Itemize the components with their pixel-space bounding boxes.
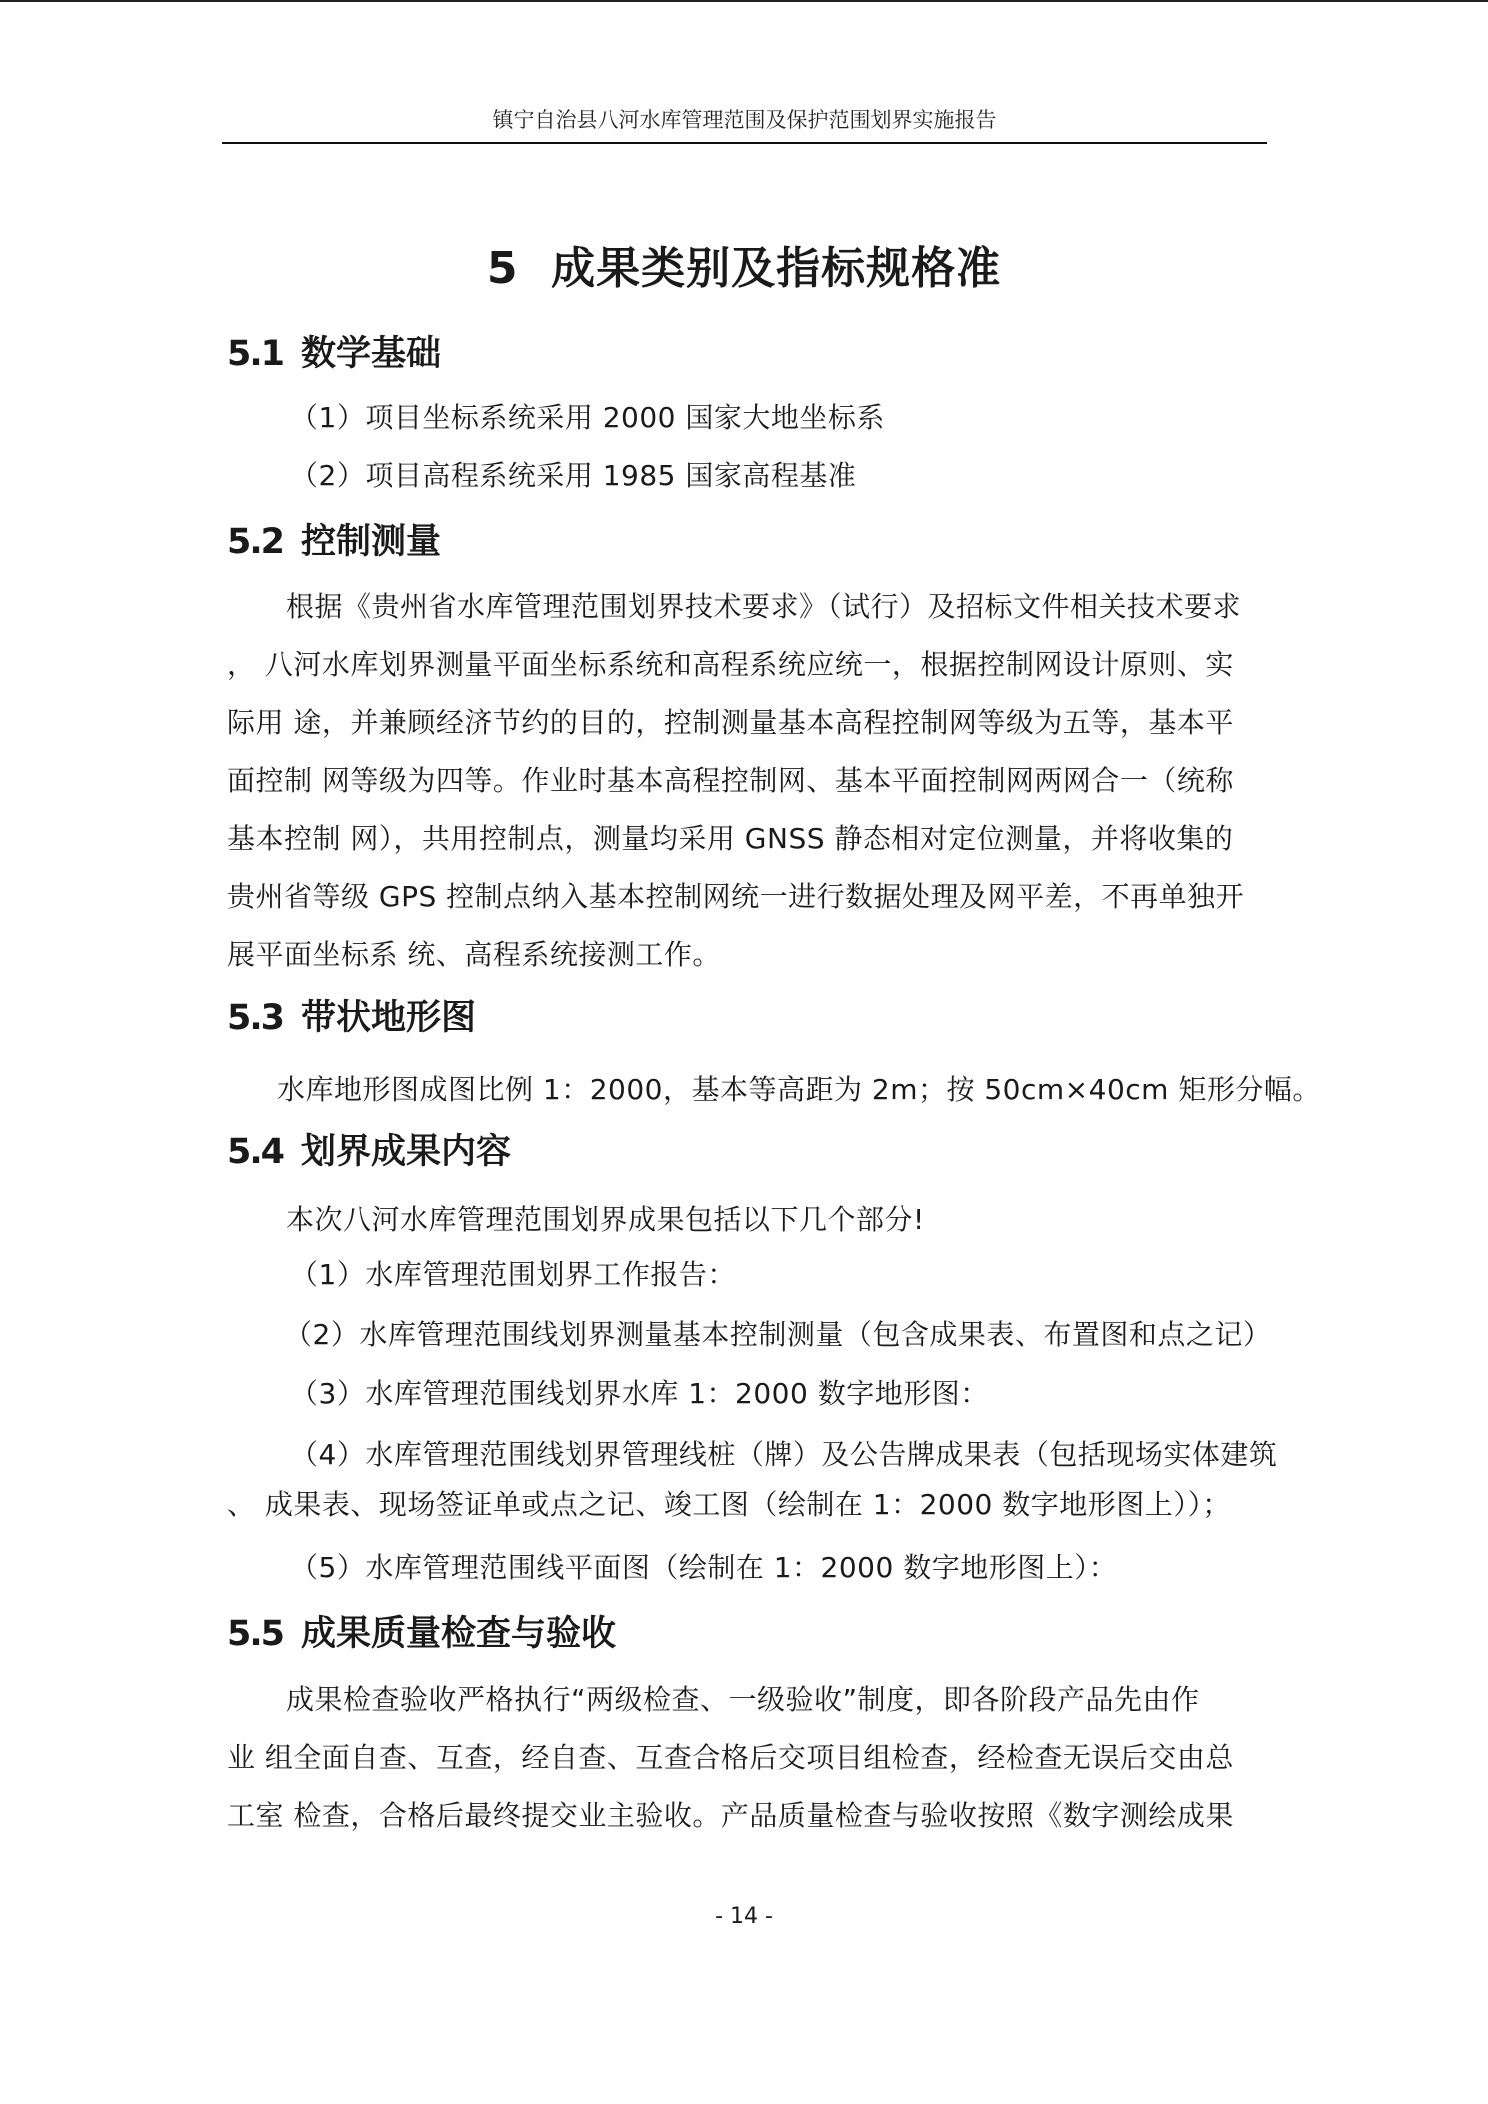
section-title: 划界成果内容 [301,1132,512,1172]
section-heading-5-1 [227,326,441,376]
list-item: （5）水库管理范围线平面图（绘制在 1：2000 数字地形图上）： [290,1551,1118,1584]
list-item: （4）水库管理范围线划界管理线桩（牌）及公告牌成果表（包括现场实体建筑 [290,1438,1278,1471]
paragraph-line: 业 组全面自查、互查，经自查、互查合格后交项目组检查，经检查无误后交由总 [227,1741,1234,1774]
paragraph-line: 工室 检查，合格后最终提交业主验收。产品质量检查与验收按照《数字测绘成果 [227,1799,1234,1832]
paragraph-line: ， 八河水库划界测量平面坐标系统和高程系统应统一，根据控制网设计原则、实 [227,648,1234,681]
section-title: 成果质量检查与验收 [301,1614,617,1654]
page-top-border [0,0,1488,2]
paragraph-line: 展平面坐标系 统、高程系统接测工作。 [227,938,721,971]
paragraph-intro: 本次八河水库管理范围划界成果包括以下几个部分! [286,1203,925,1236]
chapter-number: 5 [486,243,519,294]
paragraph-quality-check [227,1671,1297,1845]
section-number: 5.2 [227,522,284,562]
section-heading-5-5 [227,1606,616,1656]
paragraph-line: 成果检查验收严格执行“两级检查、一级验收”制度，即各阶段产品先由作 [286,1683,1200,1716]
section-number: 5.3 [227,998,284,1038]
section-number: 5.4 [227,1132,284,1172]
section-number: 5.5 [227,1614,284,1654]
list-item: （3）水库管理范围线划界水库 1：2000 数字地形图： [290,1377,989,1410]
list-item: （1）水库管理范围划界工作报告： [290,1258,736,1291]
paragraph-line: 基本控制 网），共用控制点，测量均采用 GNSS 静态相对定位测量，并将收集的 [227,822,1234,855]
paragraph-line: 根据《贵州省水库管理范围划界技术要求》（试行）及招标文件相关技术要求 [286,590,1242,623]
chapter-title [0,232,1488,296]
section-title: 数学基础 [301,334,442,374]
list-item: （2）项目高程系统采用 1985 国家高程基准 [290,459,857,492]
paragraph-control-survey [227,578,1297,984]
paragraph-line: 际用 途，并兼顾经济节约的目的，控制测量基本高程控制网等级为五等，基本平 [227,706,1234,739]
page-number: - 14 - [715,1904,773,1929]
section-title: 控制测量 [301,522,442,562]
list-item: （1）项目坐标系统采用 2000 国家大地坐标系 [290,401,885,434]
chapter-title-text: 成果类别及指标规格准 [551,243,1002,294]
paragraph-line: 面控制 网等级为四等。作业时基本高程控制网、基本平面控制网两网合一（统称 [227,764,1234,797]
paragraph-line: 贵州省等级 GPS 控制点纳入基本控制网统一进行数据处理及网平差，不再单独开 [227,880,1245,913]
paragraph-topographic-map: 水库地形图成图比例 1：2000，基本等高距为 2m；按 50cm×40cm 矩形分幅。 [277,1073,1321,1106]
section-number: 5.1 [227,334,284,374]
list-item-continuation: 、 成果表、现场签证单或点之记、竣工图（绘制在 1：2000 数字地形图上））； [227,1488,1231,1521]
section-heading-5-3 [227,990,476,1040]
section-heading-5-2 [227,514,441,564]
section-heading-5-4 [227,1124,511,1174]
list-item: （2）水库管理范围线划界测量基本控制测量（包含成果表、布置图和点之记） [284,1318,1272,1351]
section-title: 带状地形图 [301,998,477,1038]
running-header: 镇宁自治县八河水库管理范围及保护范围划界实施报告 [222,104,1267,144]
